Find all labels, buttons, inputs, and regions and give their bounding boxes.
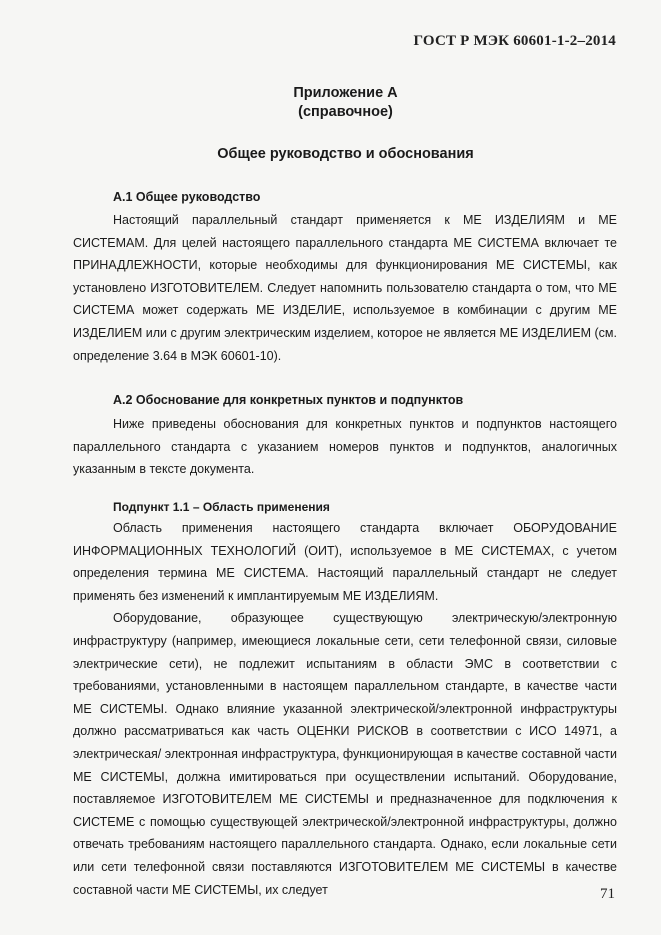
annex-title-block bbox=[0, 84, 661, 122]
standard-header: ГОСТ Р МЭК 60601-1-2–2014 bbox=[413, 33, 616, 49]
annex-title: Приложение А bbox=[293, 85, 398, 101]
a1-paragraph: Настоящий параллельный стандарт применяется к МЕ ИЗДЕЛИЯМ и МЕ СИСТЕМАМ. Для целей настоящего параллельного стандарта МЕ СИСТЕМА включает те ПРИНАДЛЕЖНОСТИ, которые необходимы для функционирования МЕ СИСТЕМЫ, как установлено ИЗГОТОВИТЕЛЕМ. Следует напомнить пользователю стандарта о том, что МЕ СИСТЕМА может содержать МЕ ИЗДЕЛИЕ, используемое в комбинации с другим МЕ ИЗДЕЛИЕМ или с другим электрическим изделием, которое не является МЕ ИЗДЕЛИЕМ (см. определение 3.64 в МЭК 60601-10). bbox=[73, 213, 617, 363]
sub11-paragraph-2: Оборудование, образующее существующую электрическую/электронную инфраструктуру (например, имеющиеся локальные сети, сети телефонной связи, силовые электрические сети), не подлежит испытаниям в области ЭМС в соответствии с требованиями, установленными в настоящем параллельном стандарте, в качестве части МЕ СИСТЕМЫ. Однако влияние указанной электрической/электронной инфраструктуры должно рассматриваться как часть ОЦЕНКИ РИСКОВ в соответствии с ИСО 14971, а электрическая/ электронная инфраструктура, функционирующая в качестве составной части МЕ СИСТЕМЫ, должна имитироваться при осуществлении испытаний. Оборудование, поставляемое ИЗГОТОВИТЕЛЕМ МЕ СИСТЕМЫ и предназначенное для подключения к СИСТЕМЕ с помощью существующей электрической/электронной инфраструктуры, должно отвечать требованиям настоящего параллельного стандарта. Однако, если локальные сети или сети телефонной связи поставляются ИЗГОТОВИТЕЛЕМ МЕ СИСТЕМЫ в качестве составной части МЕ СИСТЕМЫ, их следует bbox=[73, 611, 617, 897]
sub11-paragraph-1: Область применения настоящего стандарта включает ОБОРУДОВАНИЕ ИНФОРМАЦИОННЫХ ТЕХНОЛОГИЙ (ОИТ), используемое в МЕ СИСТЕМАХ, с учетом определения термина МЕ СИСТЕМА. Настоящий параллельный стандарт не следует применять без изменений к имплантируемым МЕ ИЗДЕЛИЯМ. bbox=[73, 521, 617, 603]
sub11-heading: Подпункт 1.1 – Область применения bbox=[113, 500, 330, 514]
a2-heading: А.2 Обоснование для конкретных пунктов и подпунктов bbox=[113, 393, 464, 407]
a1-heading: А.1 Общее руководство bbox=[113, 190, 261, 204]
a2-body bbox=[73, 413, 617, 481]
page-number: 71 bbox=[600, 886, 615, 902]
sub11-body bbox=[73, 517, 617, 901]
section-title-block bbox=[0, 146, 661, 162]
section-title: Общее руководство и обоснования bbox=[217, 146, 474, 162]
annex-subtitle: (справочное) bbox=[298, 104, 393, 120]
a2-paragraph: Ниже приведены обоснования для конкретных пунктов и подпунктов настоящего параллельного стандарта с указанием номеров пунктов и подпунктов, аналогичных указанным в тексте документа. bbox=[73, 417, 617, 477]
a1-body bbox=[73, 209, 617, 367]
